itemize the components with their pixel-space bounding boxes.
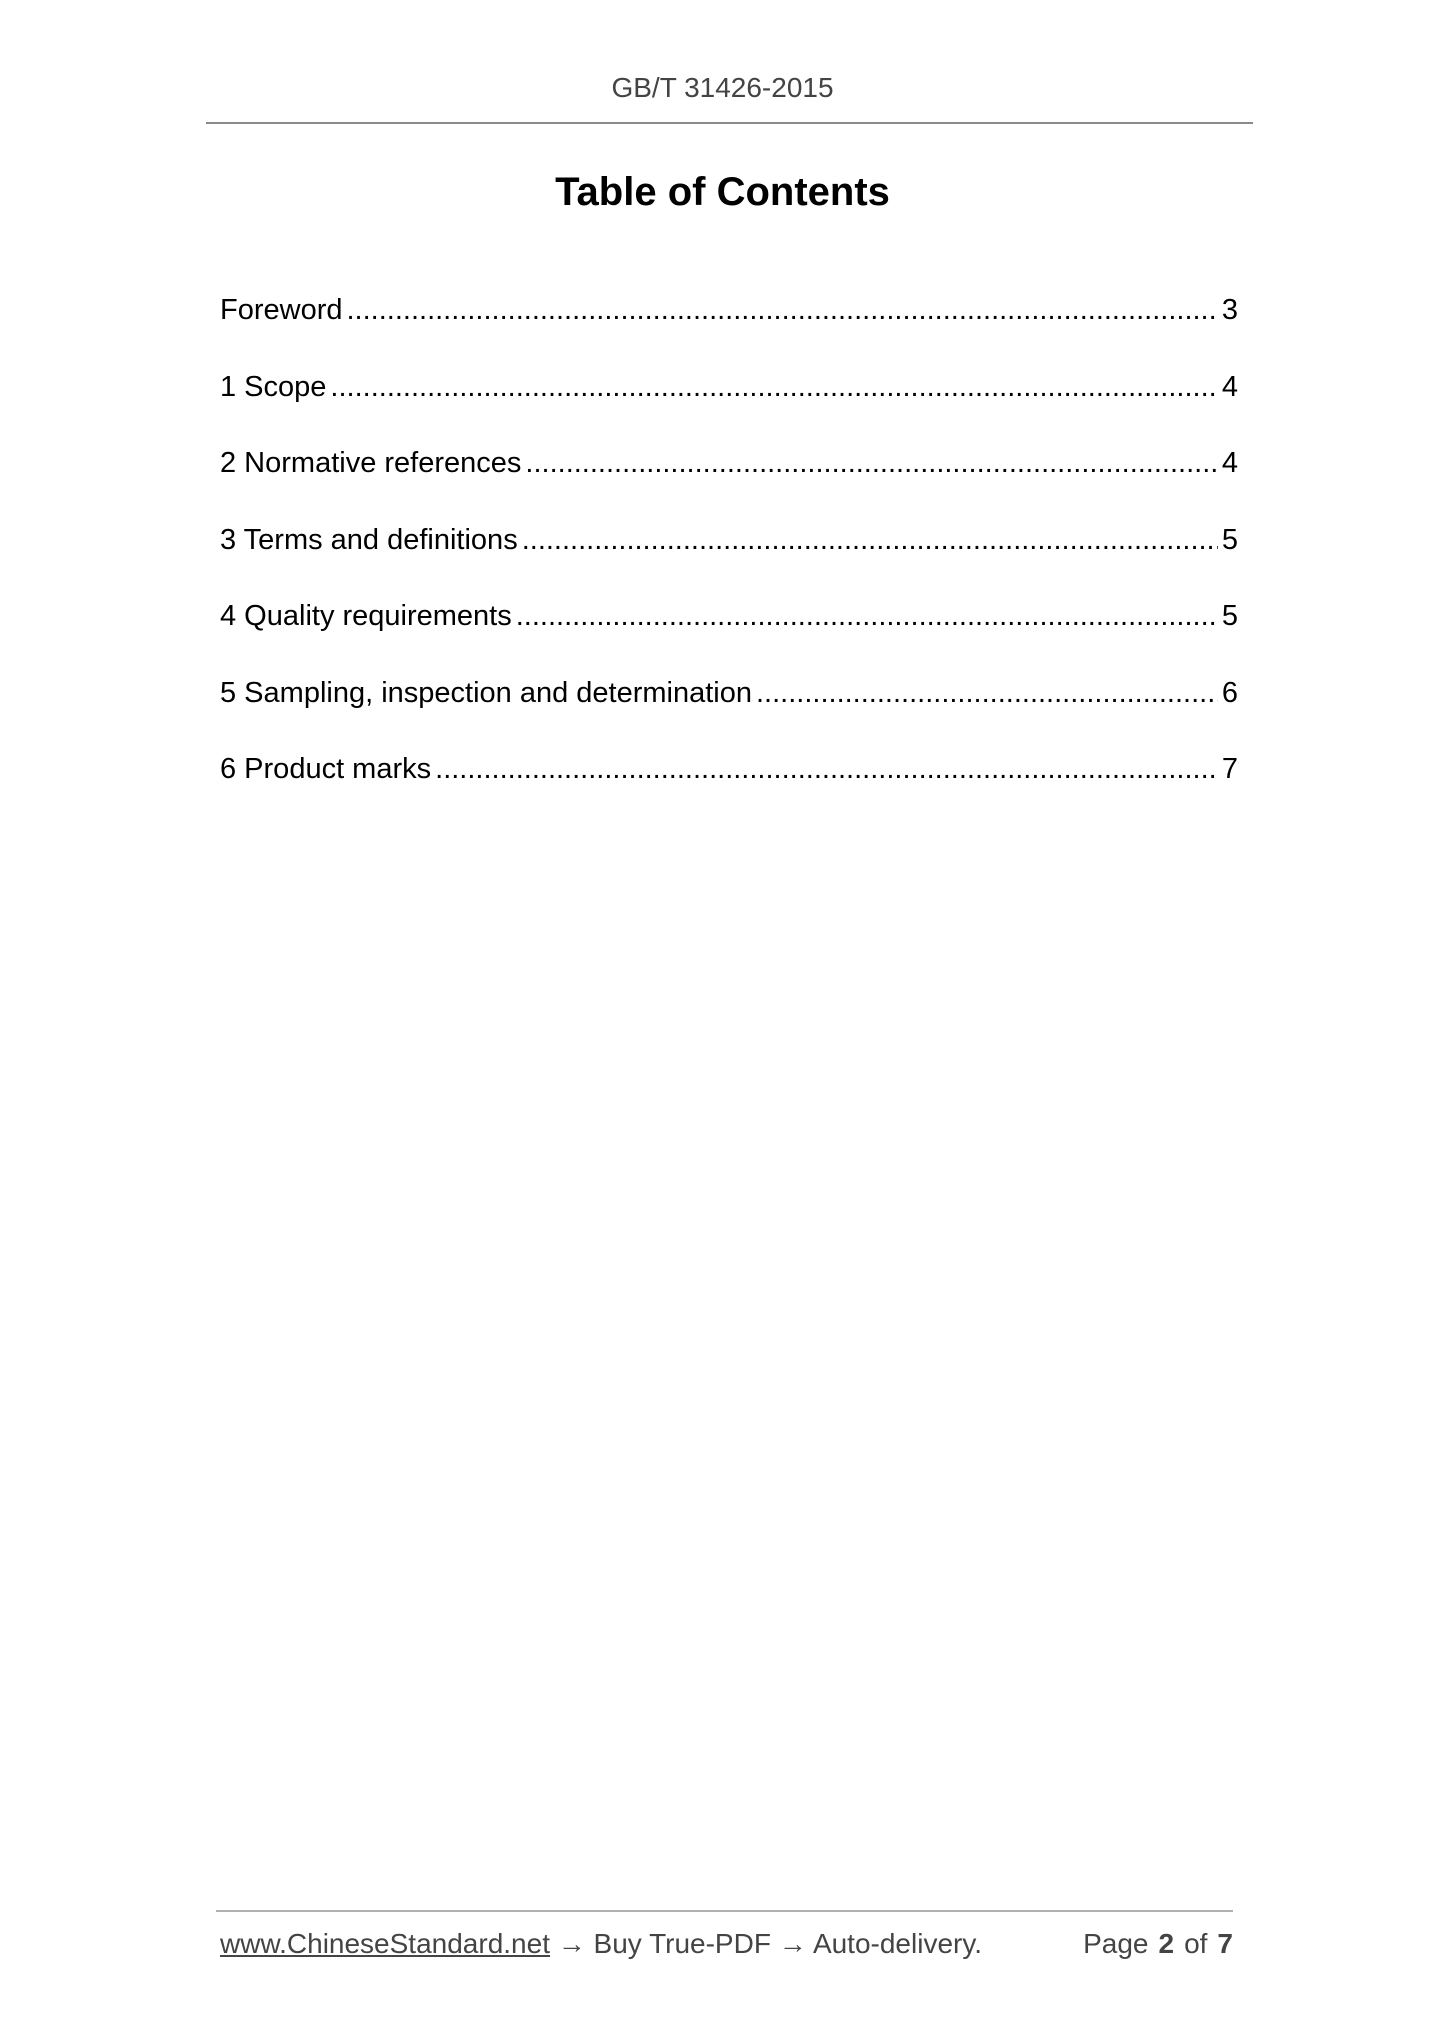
toc-entry-page: 4 [1221, 370, 1238, 403]
toc-entry-page: 3 [1221, 294, 1238, 326]
of-word: of [1184, 1928, 1208, 1959]
page-number [1083, 1928, 1233, 1960]
toc-entry-page: 5 [1221, 523, 1238, 556]
toc-entry-label: 6 Product marks [220, 753, 432, 785]
toc-entry-label: 5 Sampling, inspection and determination [220, 676, 752, 709]
toc-entry-scope[interactable] [220, 367, 1238, 444]
toc-entry-foreword[interactable] [220, 290, 1238, 367]
toc-leader-dots [330, 367, 1217, 407]
toc-entry-label: 1 Scope [220, 370, 327, 403]
toc-entry-page: 4 [1221, 447, 1238, 479]
toc-leader-dots [756, 673, 1218, 713]
site-link[interactable]: www.ChineseStandard.net [220, 1928, 550, 1959]
toc-entry-quality-requirements[interactable] [220, 596, 1238, 673]
toc-leader-dots [435, 749, 1218, 789]
page-total: 7 [1217, 1928, 1233, 1959]
toc-entry-sampling-inspection[interactable] [220, 673, 1238, 750]
toc-list [220, 290, 1238, 826]
toc-entry-product-marks[interactable] [220, 749, 1238, 826]
toc-entry-label: 3 Terms and definitions [220, 523, 518, 556]
toc-entry-label: 2 Normative references [220, 447, 522, 479]
footer-promo-line [220, 1928, 982, 1960]
toc-leader-dots [516, 596, 1218, 636]
document-code-header: GB/T 31426-2015 [611, 72, 834, 103]
toc-entry-normative-references[interactable] [220, 443, 1238, 520]
toc-entry-label: 4 Quality requirements [220, 600, 512, 632]
toc-leader-dots [525, 443, 1217, 483]
toc-entry-label: Foreword [220, 294, 343, 326]
toc-entry-terms-and-definitions[interactable] [220, 520, 1238, 597]
toc-entry-page: 5 [1221, 600, 1238, 632]
footer-promo-text: → Buy True-PDF → Auto-delivery. [557, 1928, 983, 1959]
toc-title: Table of Contents [555, 170, 890, 214]
toc-leader-dots [347, 290, 1218, 330]
toc-entry-page: 6 [1221, 676, 1238, 709]
page-word: Page [1083, 1928, 1149, 1959]
page-current: 2 [1158, 1928, 1175, 1959]
toc-entry-page: 7 [1221, 753, 1238, 785]
footer-divider [216, 1910, 1233, 1912]
header-divider [206, 122, 1253, 124]
toc-leader-dots [522, 520, 1218, 560]
